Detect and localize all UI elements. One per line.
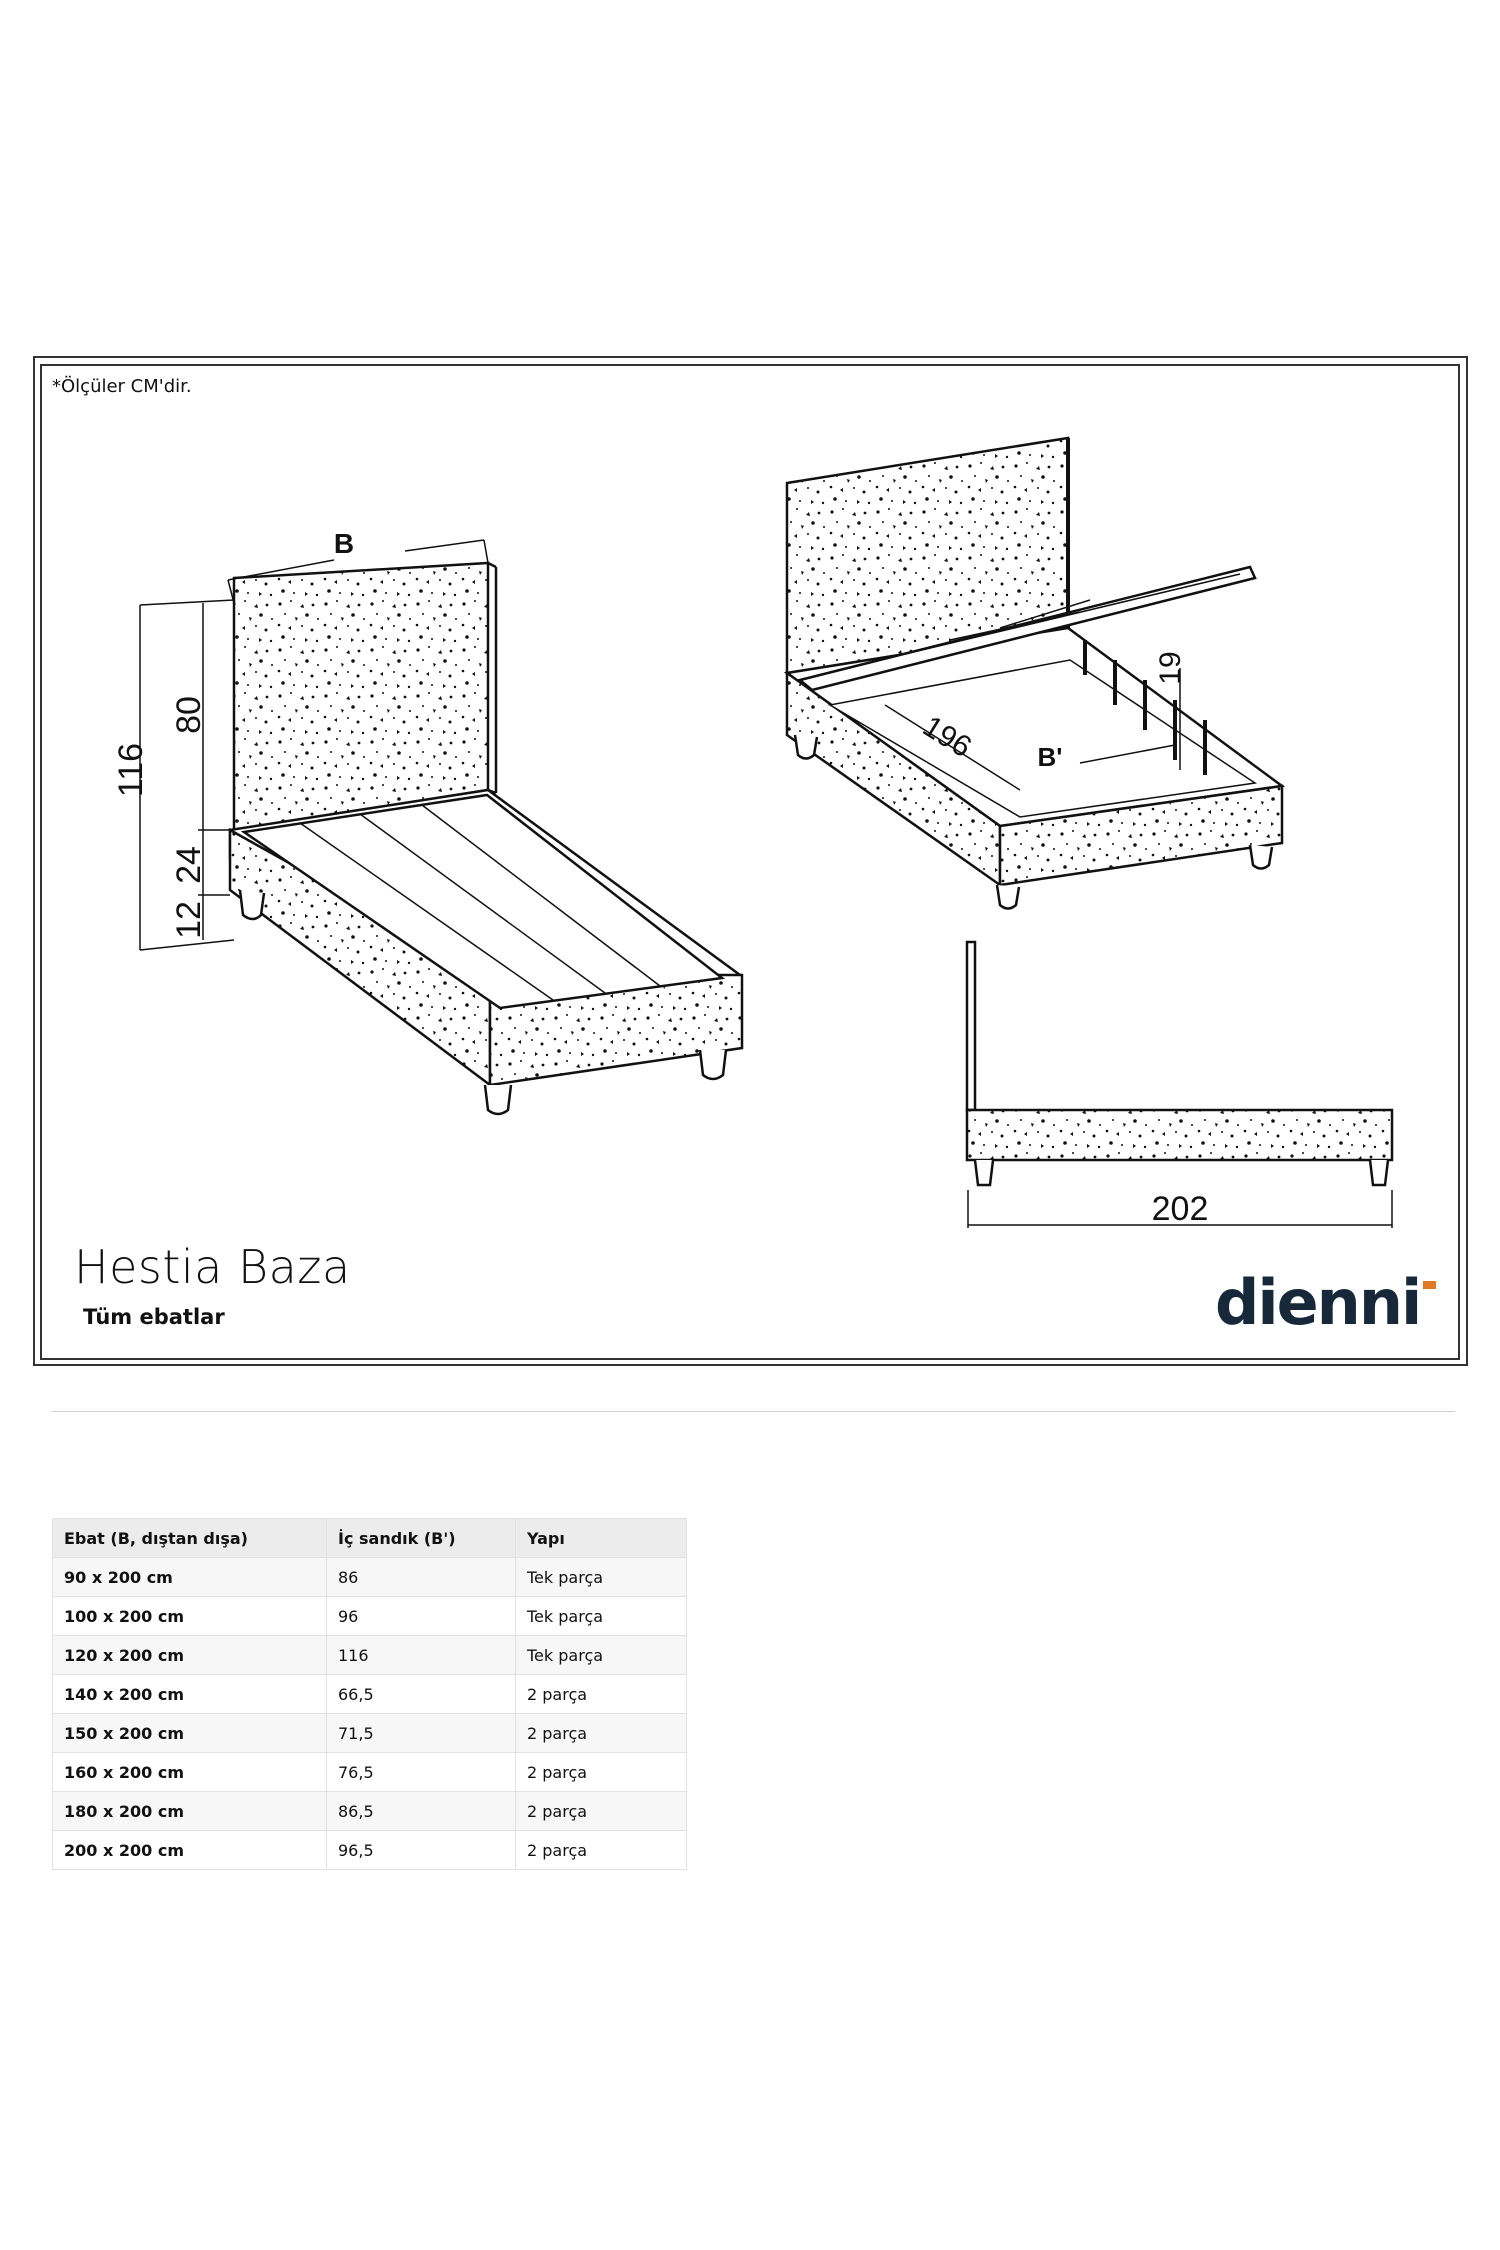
- brand-accent-mark: [1423, 1281, 1436, 1289]
- section-divider: [52, 1411, 1455, 1412]
- bed-view-right: [787, 438, 1282, 909]
- cell-structure: Tek parça: [516, 1597, 687, 1636]
- cell-size: 160 x 200 cm: [53, 1753, 327, 1792]
- label-inner-depth: 19: [1154, 651, 1187, 685]
- cell-structure: 2 parça: [516, 1792, 687, 1831]
- column-header-structure: Yapı: [516, 1519, 687, 1558]
- table-row: [53, 1753, 687, 1792]
- column-header-size: Ebat (B, dıştan dışa): [53, 1519, 327, 1558]
- cell-inner-box: 66,5: [327, 1675, 516, 1714]
- label-total-length: 202: [1151, 1190, 1209, 1228]
- units-note: *Ölçüler CM'dir.: [52, 376, 192, 397]
- table-row: [53, 1675, 687, 1714]
- cell-size: 200 x 200 cm: [53, 1831, 327, 1870]
- cell-structure: 2 parça: [516, 1753, 687, 1792]
- product-title: Hestia Baza: [74, 1240, 351, 1294]
- cell-size: 150 x 200 cm: [53, 1714, 327, 1753]
- table-row: [53, 1792, 687, 1831]
- table-header-row: [53, 1519, 687, 1558]
- cell-size: 120 x 200 cm: [53, 1636, 327, 1675]
- table-row: [53, 1714, 687, 1753]
- label-leg-height: 12: [170, 901, 208, 939]
- cell-inner-box: 86: [327, 1558, 516, 1597]
- cell-inner-box: 71,5: [327, 1714, 516, 1753]
- cell-structure: 2 parça: [516, 1714, 687, 1753]
- size-table: [52, 1518, 687, 1870]
- label-headboard-height: 80: [170, 696, 208, 734]
- brand-wordmark: dienni: [1215, 1272, 1421, 1332]
- cell-inner-box: 86,5: [327, 1792, 516, 1831]
- label-width-b: B: [333, 528, 355, 559]
- label-base-height: 24: [170, 846, 208, 884]
- label-total-height: 116: [112, 742, 150, 798]
- bed-view-left: [230, 563, 742, 1114]
- cell-inner-box: 76,5: [327, 1753, 516, 1792]
- cell-structure: 2 parça: [516, 1675, 687, 1714]
- cell-size: 90 x 200 cm: [53, 1558, 327, 1597]
- cell-inner-box: 96,5: [327, 1831, 516, 1870]
- table-row: [53, 1597, 687, 1636]
- table-row: [53, 1636, 687, 1675]
- cell-size: 180 x 200 cm: [53, 1792, 327, 1831]
- cell-structure: Tek parça: [516, 1636, 687, 1675]
- label-inner-length: 196: [917, 709, 978, 765]
- cell-inner-box: 116: [327, 1636, 516, 1675]
- bed-side-view: [967, 942, 1392, 1228]
- dienni-logo: [1215, 1272, 1440, 1332]
- table-row: [53, 1831, 687, 1870]
- cell-structure: Tek parça: [516, 1558, 687, 1597]
- cell-inner-box: 96: [327, 1597, 516, 1636]
- product-subtitle: Tüm ebatlar: [83, 1305, 225, 1329]
- label-inner-width: B': [1037, 742, 1063, 772]
- technical-drawing: [40, 364, 1460, 1360]
- column-header-inner-box: İç sandık (B'): [327, 1519, 516, 1558]
- cell-size: 100 x 200 cm: [53, 1597, 327, 1636]
- cell-structure: 2 parça: [516, 1831, 687, 1870]
- table-row: [53, 1558, 687, 1597]
- cell-size: 140 x 200 cm: [53, 1675, 327, 1714]
